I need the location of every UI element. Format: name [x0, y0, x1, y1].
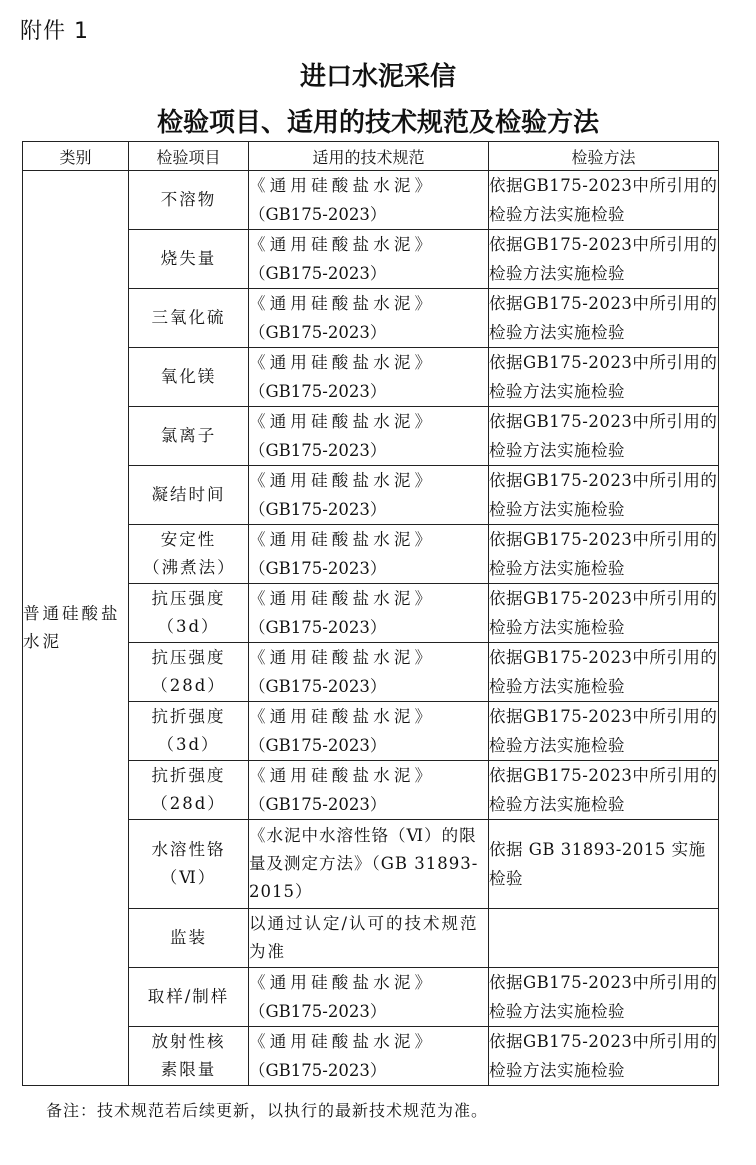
method-cell: 依据GB175-2023中所引用的检验方法实施检验: [489, 643, 719, 702]
method-cell: 依据GB175-2023中所引用的检验方法实施检验: [489, 761, 719, 820]
standard-cell: 《通用硅酸盐水泥》 （GB175-2023）: [249, 230, 489, 289]
inspection-table: [22, 141, 719, 1086]
item-cell: 放射性核素限量: [129, 1027, 249, 1086]
item-cell: 取样/制样: [129, 968, 249, 1027]
standard-cell: 《水泥中水溶性铬（Ⅵ）的限量及测定方法》（GB 31893-2015）: [249, 820, 489, 909]
method-cell: 依据GB175-2023中所引用的检验方法实施检验: [489, 584, 719, 643]
item-cell: 不溶物: [129, 171, 249, 230]
item-cell: 氧化镁: [129, 348, 249, 407]
standard-cell: 《通用硅酸盐水泥》 （GB175-2023）: [249, 466, 489, 525]
item-cell: 三氧化硫: [129, 289, 249, 348]
table-header-row: [23, 142, 719, 171]
standard-cell: 以通过认定/认可的技术规范为准: [249, 909, 489, 968]
method-cell: 依据GB175-2023中所引用的检验方法实施检验: [489, 289, 719, 348]
method-cell: 依据 GB 31893-2015 实施检验: [489, 820, 719, 909]
item-cell: 监装: [129, 909, 249, 968]
item-cell: 氯离子: [129, 407, 249, 466]
method-cell: 依据GB175-2023中所引用的检验方法实施检验: [489, 968, 719, 1027]
standard-cell: 《通用硅酸盐水泥》 （GB175-2023）: [249, 348, 489, 407]
standard-cell: 《通用硅酸盐水泥》 （GB175-2023）: [249, 407, 489, 466]
header-standard: 适用的技术规范: [249, 142, 489, 171]
document-title-line2: 检验项目、适用的技术规范及检验方法: [156, 108, 599, 138]
method-cell: 依据GB175-2023中所引用的检验方法实施检验: [489, 348, 719, 407]
item-cell: 安定性（沸煮法）: [129, 525, 249, 584]
standard-cell: 《通用硅酸盐水泥》 （GB175-2023）: [249, 702, 489, 761]
attachment-label: 附件 1: [20, 19, 89, 44]
standard-cell: 《通用硅酸盐水泥》 （GB175-2023）: [249, 584, 489, 643]
method-cell: 依据GB175-2023中所引用的检验方法实施检验: [489, 525, 719, 584]
standard-cell: 《通用硅酸盐水泥》 （GB175-2023）: [249, 525, 489, 584]
standard-cell: 《通用硅酸盐水泥》 （GB175-2023）: [249, 968, 489, 1027]
standard-cell: 《通用硅酸盐水泥》 （GB175-2023）: [249, 761, 489, 820]
document-title-line1: 进口水泥采信: [299, 62, 456, 92]
method-cell: [489, 909, 719, 968]
item-cell: 抗折强度（28d）: [129, 761, 249, 820]
header-category: 类别: [23, 142, 129, 171]
item-cell: 凝结时间: [129, 466, 249, 525]
standard-cell: 《通用硅酸盐水泥》 （GB175-2023）: [249, 289, 489, 348]
item-cell: 抗压强度（3d）: [129, 584, 249, 643]
standard-cell: 《通用硅酸盐水泥》 （GB175-2023）: [249, 1027, 489, 1086]
item-cell: 抗压强度（28d）: [129, 643, 249, 702]
method-cell: 依据GB175-2023中所引用的检验方法实施检验: [489, 466, 719, 525]
table-row: [23, 171, 719, 230]
method-cell: 依据GB175-2023中所引用的检验方法实施检验: [489, 1027, 719, 1086]
item-cell: 烧失量: [129, 230, 249, 289]
standard-cell: 《通用硅酸盐水泥》 （GB175-2023）: [249, 171, 489, 230]
header-item: 检验项目: [129, 142, 249, 171]
method-cell: 依据GB175-2023中所引用的检验方法实施检验: [489, 702, 719, 761]
method-cell: 依据GB175-2023中所引用的检验方法实施检验: [489, 230, 719, 289]
standard-cell: 《通用硅酸盐水泥》 （GB175-2023）: [249, 643, 489, 702]
category-cell: 普通硅酸盐水泥: [23, 171, 129, 1086]
method-cell: 依据GB175-2023中所引用的检验方法实施检验: [489, 407, 719, 466]
method-cell: 依据GB175-2023中所引用的检验方法实施检验: [489, 171, 719, 230]
footnote: 备注：技术规范若后续更新，以执行的最新技术规范为准。: [46, 1101, 489, 1120]
item-cell: 水溶性铬（Ⅵ）: [129, 820, 249, 909]
item-cell: 抗折强度（3d）: [129, 702, 249, 761]
header-method: 检验方法: [489, 142, 719, 171]
